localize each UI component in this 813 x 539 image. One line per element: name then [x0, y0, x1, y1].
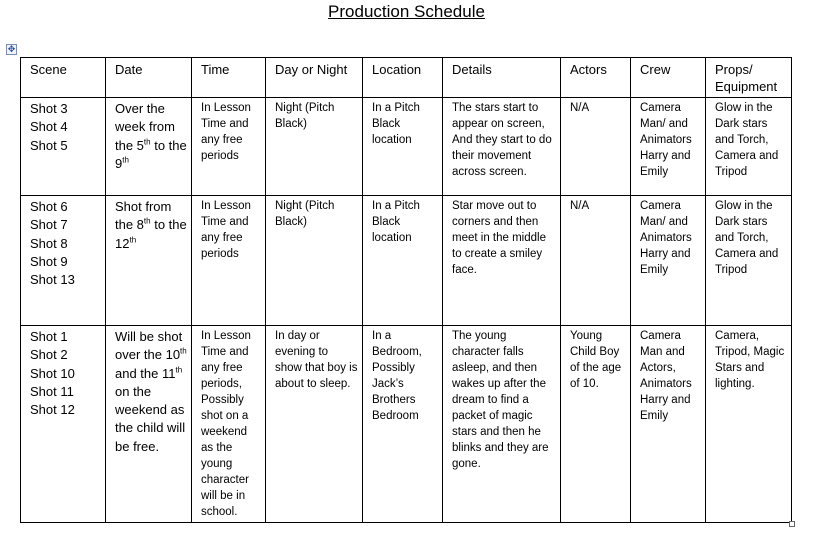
location-cell: In a Pitch Black location: [363, 196, 443, 326]
shot-label: Shot 10: [30, 365, 75, 381]
header-day-or-night: Day or Night: [266, 58, 363, 98]
header-time: Time: [192, 58, 266, 98]
header-props-equipment: Props/ Equipment: [706, 58, 792, 98]
day-night-cell: Night (Pitch Black): [266, 98, 363, 196]
crew-cell: Camera Man and Actors, Animators Harry and Emily: [631, 326, 706, 523]
crew-cell: Camera Man/ and Animators Harry and Emily: [631, 98, 706, 196]
date-cell: Shot from the 8th to the 12th: [106, 196, 192, 326]
time-cell: In Lesson Time and any free periods: [192, 196, 266, 326]
production-schedule-table: [20, 57, 792, 523]
header-scene: Scene: [21, 58, 106, 98]
table-row: [21, 98, 792, 196]
header-details: Details: [443, 58, 561, 98]
shot-label: Shot 5: [30, 137, 68, 153]
shot-label: Shot 7: [30, 217, 68, 233]
details-cell: The young character falls asleep, and then wakes up after the dream to find a packet of magic stars and then he blinks and they are gone.: [443, 326, 561, 523]
location-cell: In a Pitch Black location: [363, 98, 443, 196]
shot-label: Shot 1: [30, 329, 68, 344]
location-cell: In a Bedroom, Possibly Jack’s Brothers Bedroom: [363, 326, 443, 523]
actors-cell: Young Child Boy of the age of 10.: [561, 326, 631, 523]
day-night-cell: Night (Pitch Black): [266, 196, 363, 326]
scene-cell: [21, 326, 106, 523]
time-cell: In Lesson Time and any free periods: [192, 98, 266, 196]
scene-cell: [21, 196, 106, 326]
shot-label: Shot 4: [30, 119, 68, 135]
time-cell: In Lesson Time and any free periods, Possibly shot on a weekend as the young character will be in school.: [192, 326, 266, 523]
props-cell: Glow in the Dark stars and Torch, Camera and Tripod: [706, 196, 792, 326]
actors-cell: N/A: [561, 196, 631, 326]
header-location: Location: [363, 58, 443, 98]
scene-cell: [21, 98, 106, 196]
shot-label: Shot 9: [30, 253, 68, 269]
shot-label: Shot 13: [30, 272, 75, 288]
header-actors: Actors: [561, 58, 631, 98]
crew-cell: Camera Man/ and Animators Harry and Emily: [631, 196, 706, 326]
shot-label: Shot 3: [30, 101, 68, 116]
shot-label: Shot 12: [30, 402, 75, 418]
header-crew: Crew: [631, 58, 706, 98]
table-row: [21, 326, 792, 523]
date-cell: Over the week from the 5th to the 9th: [106, 98, 192, 196]
document-title: Production Schedule: [328, 2, 485, 21]
table-header-row: [21, 58, 792, 98]
shot-label: Shot 8: [30, 235, 68, 251]
table-resize-handle-icon[interactable]: [789, 521, 795, 527]
props-cell: Glow in the Dark stars and Torch, Camera and Tripod: [706, 98, 792, 196]
actors-cell: N/A: [561, 98, 631, 196]
header-date: Date: [106, 58, 192, 98]
shot-label: Shot 11: [30, 383, 74, 399]
shot-label: Shot 2: [30, 347, 68, 363]
table-row: [21, 196, 792, 326]
table-move-handle-icon[interactable]: ✥: [7, 44, 16, 54]
details-cell: The stars start to appear on screen, And they start to do their movement across screen.: [443, 98, 561, 196]
day-night-cell: In day or evening to show that boy is about to sleep.: [266, 326, 363, 523]
details-cell: Star move out to corners and then meet in the middle to create a smiley face.: [443, 196, 561, 326]
props-cell: Camera, Tripod, Magic Stars and lighting.: [706, 326, 792, 523]
shot-label: Shot 6: [30, 199, 68, 214]
date-cell: Will be shot over the 10th and the 11th on the weekend as the child will be free.: [106, 326, 192, 523]
